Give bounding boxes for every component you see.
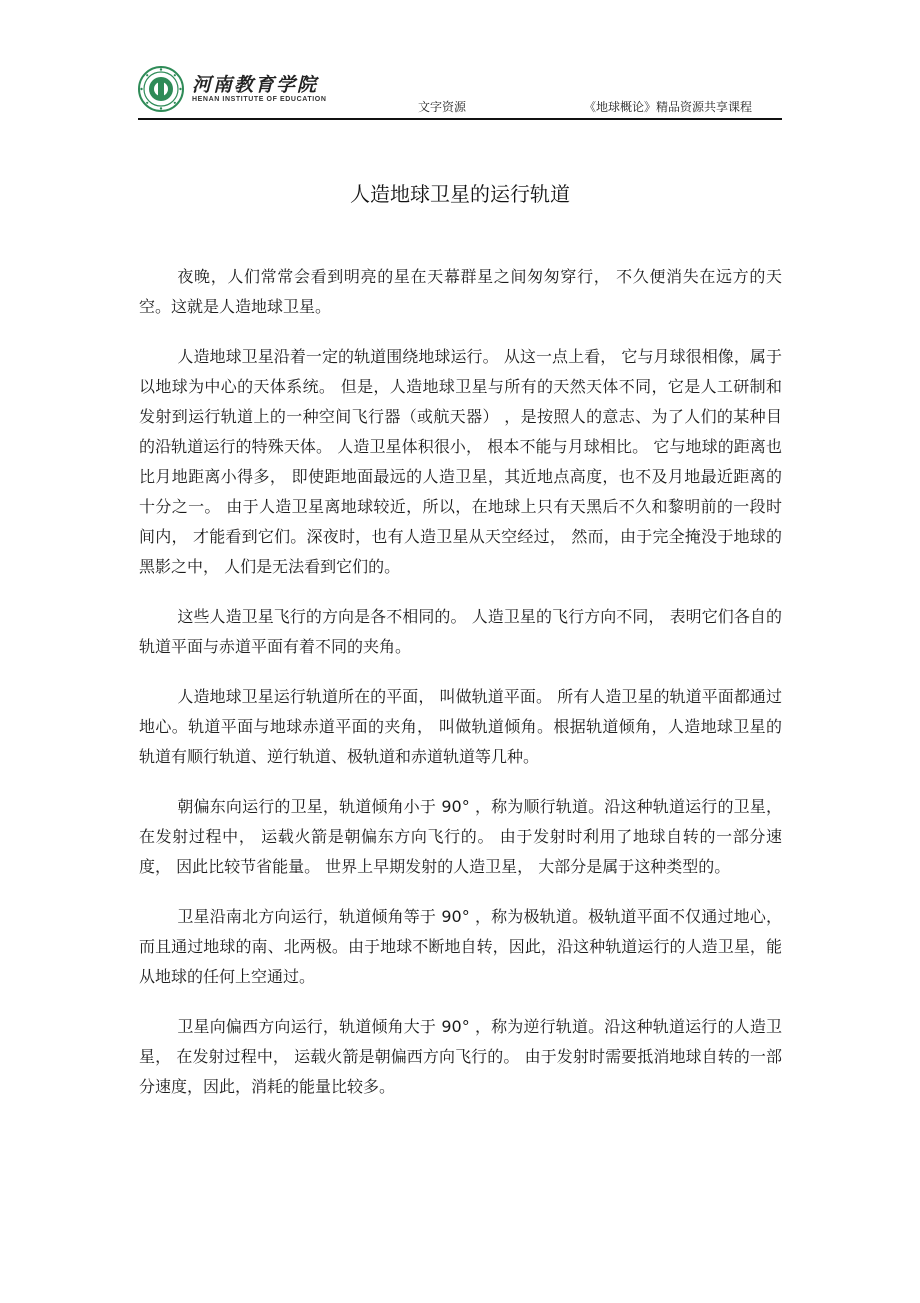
header-divider [138,118,782,120]
paragraph: 夜晚，人们常常会看到明亮的星在天幕群星之间匆匆穿行， 不久便消失在远方的天空。这就是人造地球卫星。 [139,267,782,316]
paragraph: 卫星向偏西方向运行，轨道倾角大于 90° ，称为逆行轨道。沿这种轨道运行的人造卫星， 在发射过程中， 运载火箭是朝偏西方向飞行的。 由于发射时需要抵消地球自转的一部分速度，因此，消耗的能量比较多。 [139,1017,782,1096]
resource-category: 文字资源 [418,100,467,114]
page-header [138,62,782,120]
paragraph: 卫星沿南北方向运行，轨道倾角等于 90° ，称为极轨道。极轨道平面不仅通过地心，而且通过地球的南、北两极。由于地球不断地自转，因此，沿这种轨道运行的人造卫星，能从地球的任何上空通过。 [139,907,782,986]
paragraph: 这些人造卫星飞行的方向是各不相同的。 人造卫星的飞行方向不同， 表明它们各自的轨道平面与赤道平面有着不同的夹角。 [139,607,782,656]
document-title: 人造地球卫星的运行轨道 [350,182,570,206]
paragraph: 朝偏东向运行的卫星，轨道倾角小于 90° ，称为顺行轨道。沿这种轨道运行的卫星，在发射过程中， 运载火箭是朝偏东方向飞行的。 由于发射时利用了地球自转的一部分速度， 因此比较节省能量。 世界上早期发射的人造卫星， 大部分是属于这种类型的。 [139,797,782,876]
document-body [139,262,782,1122]
paragraph: 人造地球卫星运行轨道所在的平面， 叫做轨道平面。 所有人造卫星的轨道平面都通过地心。轨道平面与地球赤道平面的夹角， 叫做轨道倾角。根据轨道倾角，人造地球卫星的轨道有顺行轨道、逆行轨道、极轨道和赤道轨道等几种。 [139,687,782,766]
institute-emblem-icon [138,66,184,112]
course-name: 《地球概论》精品资源共享课程 [583,100,752,114]
institute-name-english: HENAN INSTITUTE OF EDUCATION [192,96,327,103]
institute-name: 河南教育学院 [192,74,319,96]
paragraph: 人造地球卫星沿着一定的轨道围绕地球运行。 从这一点上看， 它与月球很相像，属于以地球为中心的天体系统。 但是，人造地球卫星与所有的天然天体不同，它是人工研制和发射到运行轨道上的一种空间飞行器（或航天器） ，是按照人的意志、为了人们的某种目的沿轨道运行的特殊天体。 人造卫星体积很小， 根本不能与月球相比。 它与地球的距离也比月地距离小得多， 即使距地面最远的人造卫星，其近地点高度，也不及月地最近距离的十分之一。 由于人造卫星离地球较近，所以，在地球上只有天黑后不久和黎明前的一段时间内， 才能看到它们。深夜时，也有人造卫星从天空经过， 然而，由于完全掩没于地球的黑影之中， 人们是无法看到它们的。 [139,347,782,576]
